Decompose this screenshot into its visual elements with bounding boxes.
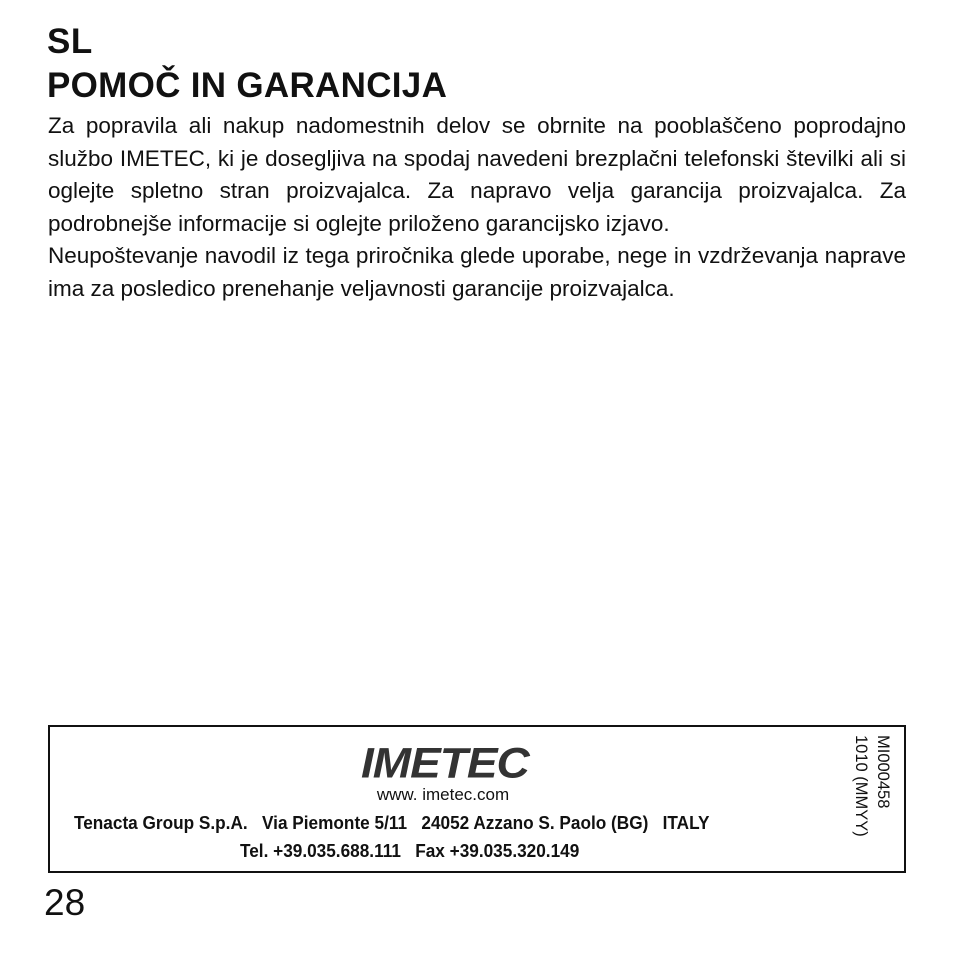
document-code-id: MI000458 [874,735,892,809]
language-code: SL [47,22,93,61]
website-url: www. imetec.com [376,785,510,804]
document-code-date: 1010 (MMYY) [852,735,870,837]
imetec-logo: IMETEC [361,739,529,787]
body-text [48,110,906,305]
company-address: Tenacta Group S.p.A. Via Piemonte 5/11 24052 Azzano S. Paolo (BG) ITALY [74,812,710,833]
page-title: POMOČ IN GARANCIJA [47,66,448,105]
contact-phones: Tel. +39.035.688.111 Fax +39.035.320.149 [240,840,580,861]
paragraph-service: Za popravila ali nakup nadomestnih delov se obrnite na pooblaščeno poprodajno službo IMETEC, ki je dosegljiva na spodaj navedeni brezplačni telefonski številki ali si oglejte spletno stran proizvajalca. Za napravo velja garancija proizvajalca. Za podrobnejše informacije si oglejte priloženo garancijsko izjavo. [48,113,906,236]
manufacturer-info-box [48,725,906,873]
paragraph-warranty-void: Neupoštevanje navodil iz tega priročnika glede uporabe, nege in vzdrževanja naprave ima za posledico prenehanje veljavnosti garancije proizvajalca. [48,243,906,301]
page-number: 28 [44,882,86,923]
document-code [828,735,894,865]
